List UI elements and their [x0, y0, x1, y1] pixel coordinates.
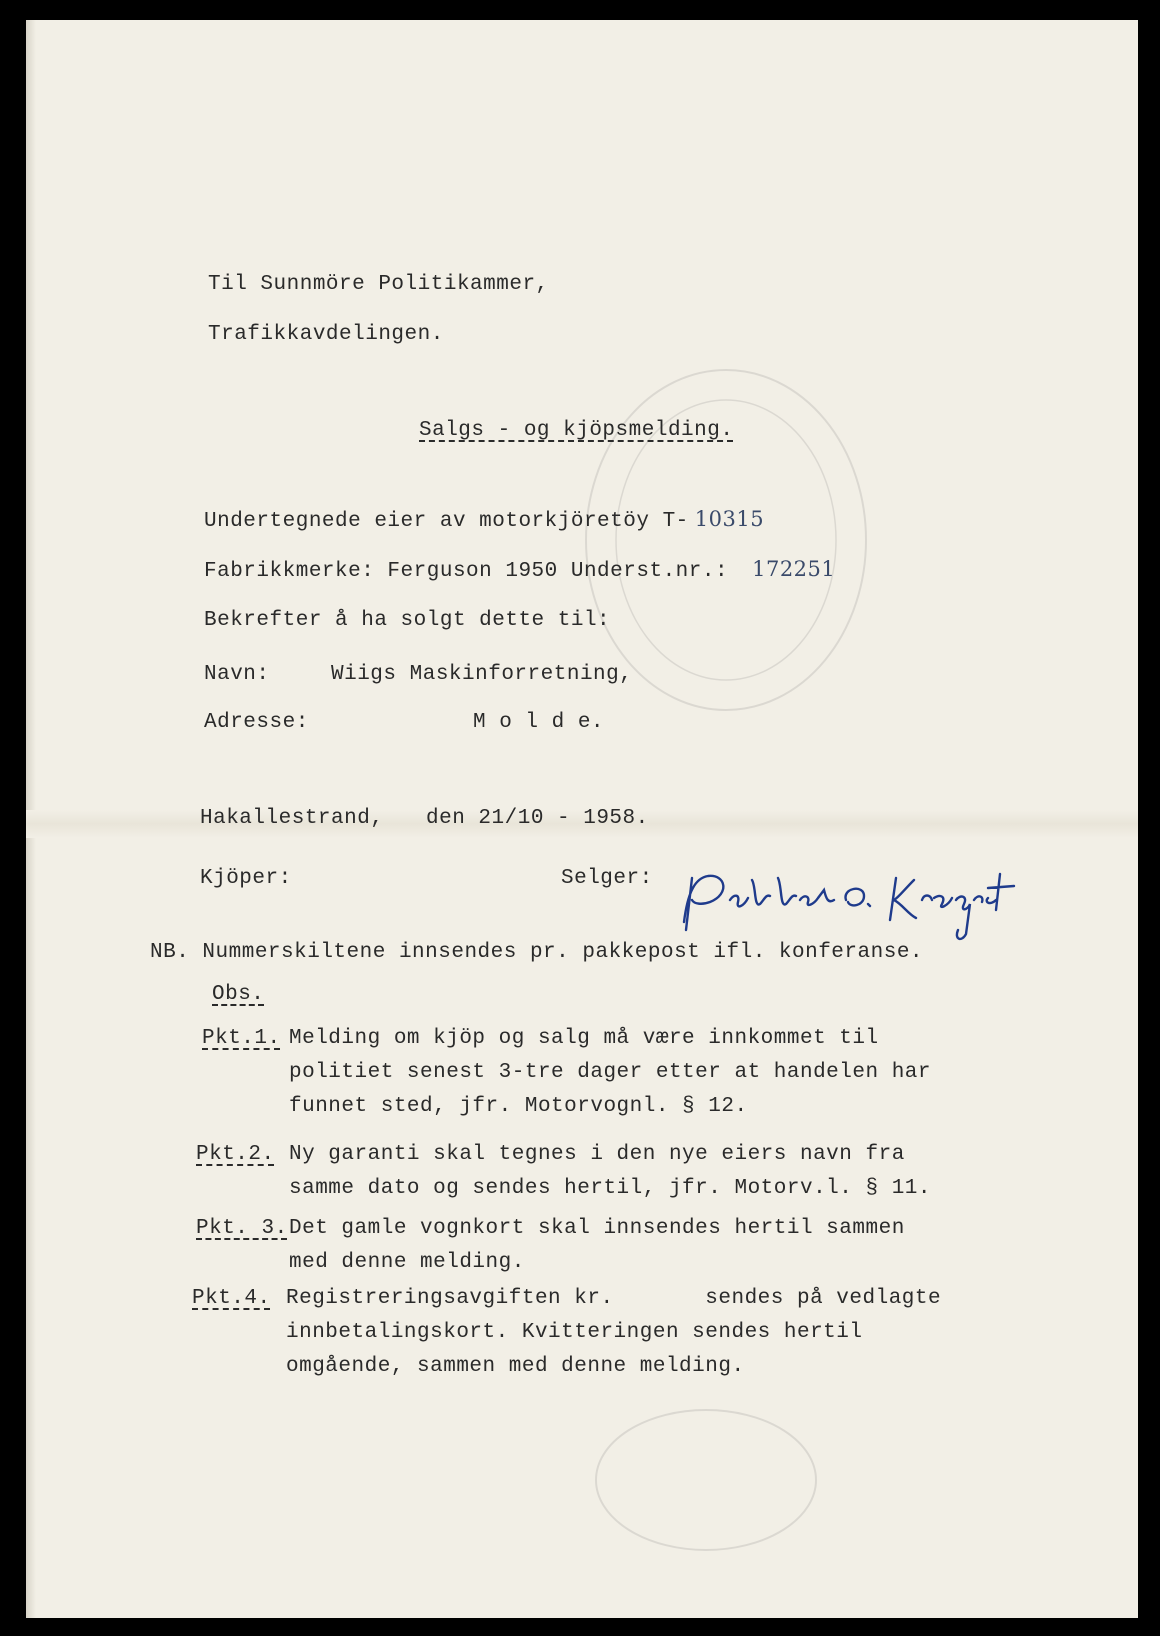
buyer-address-label: Adresse:	[204, 711, 309, 734]
point-4-line-2: innbetalingskort. Kvitteringen sendes hertil	[286, 1321, 863, 1344]
recipient-line-1: Til Sunnmöre Politikammer,	[208, 273, 549, 296]
confirm-line: Bekrefter å ha solgt dette til:	[204, 609, 611, 632]
registration-number: 10315	[694, 507, 765, 531]
vehicle-make-line	[204, 556, 835, 585]
document-page	[26, 20, 1138, 1618]
point-4-line-1: Registreringsavgiften kr. sendes på vedlagte	[286, 1287, 942, 1310]
buyer-name-label: Navn:	[204, 663, 270, 686]
point-3-line-2: med denne melding.	[289, 1251, 525, 1274]
point-4-line-3: omgående, sammen med denne melding.	[286, 1355, 745, 1378]
obs-heading: Obs.	[212, 983, 265, 1006]
point-3-line-1: Det gamle vognkort skal innsendes hertil sammen	[289, 1217, 905, 1240]
vehicle-intro-text: Undertegnede eier av motorkjöretöy T-	[204, 510, 689, 533]
point-1-line-2: politiet senest 3-tre dager etter at handelen har	[289, 1061, 932, 1084]
nb-note: NB. Nummerskiltene innsendes pr. pakkepost ifl. konferanse.	[150, 941, 924, 964]
point-1-line-3: funnet sted, jfr. Motorvognl. § 12.	[289, 1095, 748, 1118]
buyer-signature-label: Kjöper:	[200, 867, 292, 890]
vehicle-make-label: Fabrikkmerke: Ferguson 1950 Underst.nr.:	[204, 560, 729, 583]
point-3-label: Pkt. 3.	[196, 1217, 288, 1240]
point-1-label: Pkt.1.	[202, 1027, 281, 1050]
chassis-number: 172251	[752, 557, 836, 581]
handwritten-signature	[678, 860, 1018, 950]
buyer-address: M o l d e.	[473, 711, 605, 734]
place: Hakallestrand,	[200, 807, 384, 830]
point-2-line-2: samme dato og sendes hertil, jfr. Motorv.l. § 11.	[289, 1177, 932, 1200]
point-1-line-1: Melding om kjöp og salg må være innkommet til	[289, 1027, 879, 1050]
buyer-name: Wiigs Maskinforretning,	[331, 663, 633, 686]
date: den 21/10 - 1958.	[426, 807, 649, 830]
point-2-line-1: Ny garanti skal tegnes i den nye eiers navn fra	[289, 1143, 905, 1166]
vehicle-intro	[204, 506, 764, 535]
recipient-line-2: Trafikkavdelingen.	[208, 323, 444, 346]
point-2-label: Pkt.2.	[196, 1143, 275, 1166]
faint-stamp-watermark	[586, 1400, 826, 1560]
point-4-label: Pkt.4.	[192, 1287, 271, 1310]
seller-signature-label: Selger:	[561, 867, 653, 890]
document-title: Salgs - og kjöpsmelding.	[419, 419, 734, 442]
